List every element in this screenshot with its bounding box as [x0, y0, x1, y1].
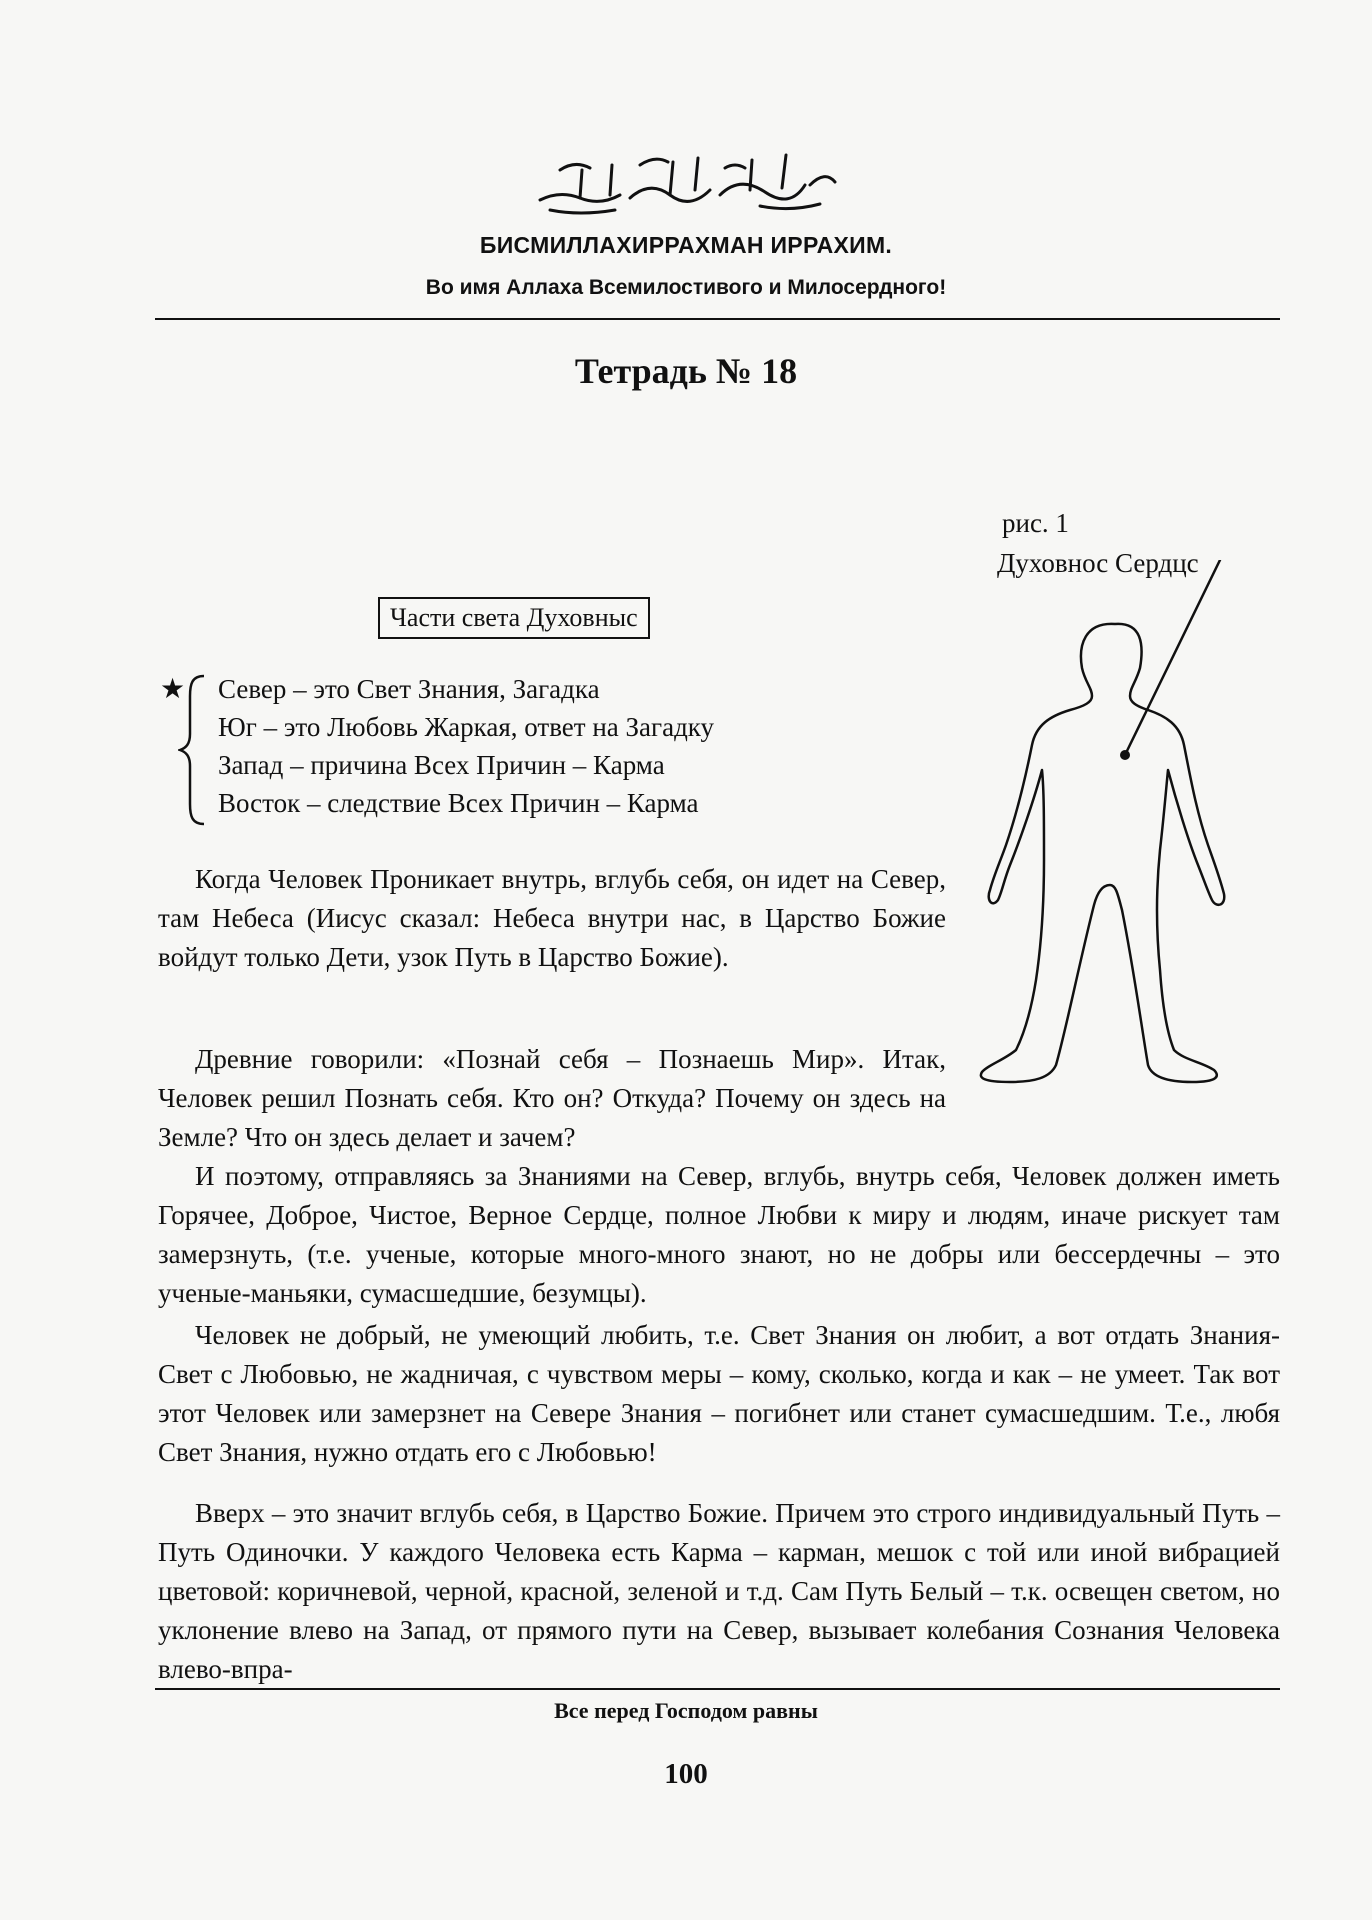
curly-brace: [178, 672, 208, 827]
list-item: Восток – следствие Всех Причин – Карма: [218, 788, 699, 818]
figure-label: рис. 1: [1002, 508, 1069, 538]
paragraph-2: Древние говорили: «Познай себя – Познаешь Мир». Итак, Человек решил Познать себя. Кто он? Откуда? Почему он здесь на Земле? Что он здесь делает и зачем?: [158, 1044, 946, 1152]
list-item: Запад – причина Всех Причин – Карма: [218, 750, 665, 780]
paragraph-5: Вверх – это значит вглубь себя, в Царство Божие. Причем это строго индивидуальный Путь – Путь Одиночки. У каждого Человека есть Карма – карман, мешок с той или иной вибрацией цветовой: коричневой, черной, красной, зеленой и т.д. Сам Путь Белый – т.к. освещен светом, но уклонение влево на Запад, от прямого пути на Север, вызывает колебания Сознания Человека влево-впра-: [158, 1498, 1280, 1684]
cardinal-directions-list: [218, 670, 714, 822]
paragraph-4: Человек не добрый, не умеющий любить, т.е. Свет Знания он любит, а вот отдать Знания-Свет с Любовью, не жадничая, с чувством меры – кому, сколько, когда и как – не умеет. Так вот этот Человек или замерзнет на Севере Знания – погибнет или станет сумасшедшим. Т.е., любя Свет Знания, нужно отдать его с Любовью!: [158, 1320, 1280, 1467]
paragraph-1: Когда Человек Проникает внутрь, вглубь себя, он идет на Север, там Небеса (Иисус сказал: Небеса внутри нас, в Царство Божие войдут только Дети, узок Путь в Царство Божие).: [158, 864, 946, 972]
footer-rule: [155, 1688, 1280, 1690]
header-rule: [155, 318, 1280, 320]
list-item: Юг – это Любовь Жаркая, ответ на Загадку: [218, 712, 715, 742]
page-number: 100: [664, 1758, 708, 1790]
arabic-calligraphy-basmala: [520, 140, 850, 220]
header-transliteration: БИСМИЛЛАХИРРАХМАН ИРРАХИМ.: [479, 232, 893, 258]
figure-caption: Духовнос Сердцс: [997, 548, 1199, 578]
header-translation: Во имя Аллаха Всемилостивого и Милосердного!: [425, 276, 947, 299]
spiritual-heart-dot: [1120, 750, 1130, 760]
page-title: Тетрадь № 18: [574, 351, 798, 391]
list-item: Север – это Свет Знания, Загадка: [218, 674, 600, 704]
paragraph-3: И поэтому, отправляясь за Знаниями на Север, вглубь, внутрь себя, Человек должен иметь Горячее, Доброе, Чистое, Верное Сердце, полное Любви к миру и людям, иначе рискует там замерзнуть, (т.е. ученые, которые много-много знают, но не добры или бессердечны – это ученые-маньяки, сумасшедшие, безумцы).: [158, 1161, 1280, 1308]
figure-pointer-line: [1125, 560, 1220, 755]
figure-body-outline: [981, 624, 1224, 1082]
footer-motto: Все перед Господом равны: [554, 1698, 818, 1723]
human-figure-illustration: [970, 560, 1250, 1100]
boxed-heading: Части света Духовныс: [378, 597, 650, 639]
star-icon: ★: [160, 674, 186, 705]
